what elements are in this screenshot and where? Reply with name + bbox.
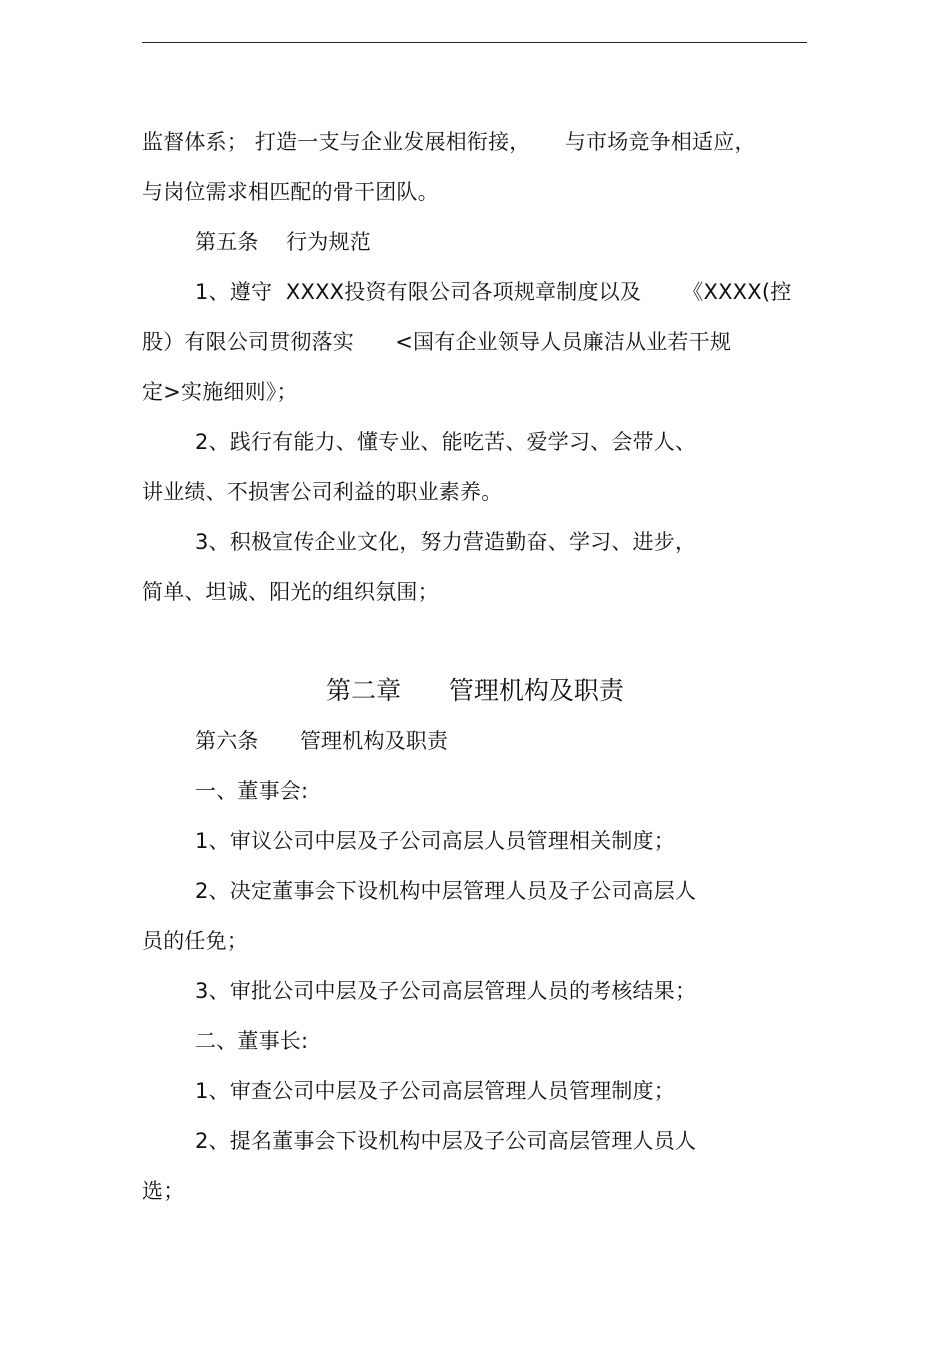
paragraph-line: 员的任免； xyxy=(142,929,248,953)
paragraph-line: 2、决定董事会下设机构中层管理人员及子公司高层人 xyxy=(195,879,697,903)
section-heading: 二、董事长: xyxy=(195,1029,309,1053)
header-rule xyxy=(142,42,807,43)
paragraph-line: 3、积极宣传企业文化，努力营造勤奋、学习、进步， xyxy=(195,530,697,554)
paragraph-line: 股）有限公司贯彻落实 <国有企业领导人员廉洁从业若干规 xyxy=(142,330,732,354)
section-heading: 一、董事会: xyxy=(195,779,309,803)
paragraph-line: 1、审查公司中层及子公司高层管理人员管理制度； xyxy=(195,1079,675,1103)
paragraph-line: 3、审批公司中层及子公司高层管理人员的考核结果； xyxy=(195,979,697,1003)
article-heading: 第五条 行为规范 xyxy=(195,230,371,254)
paragraph-line: 选； xyxy=(142,1179,185,1203)
paragraph-line: 监督体系； 打造一支与企业发展相衔接， 与市场竞争相适应， xyxy=(142,130,756,154)
paragraph-line: 定>实施细则》； xyxy=(142,380,298,404)
paragraph-line: 简单、坦诚、阳光的组织氛围； xyxy=(142,580,439,604)
paragraph-line: 1、遵守 XXXX投资有限公司各项规章制度以及 《XXXX(控 xyxy=(195,280,792,304)
paragraph-line: 1、审议公司中层及子公司高层人员管理相关制度； xyxy=(195,829,675,853)
paragraph-line: 与岗位需求相匹配的骨干团队。 xyxy=(142,180,439,204)
paragraph-line: 2、践行有能力、懂专业、能吃苦、爱学习、会带人、 xyxy=(195,430,697,454)
paragraph-line: 2、提名董事会下设机构中层及子公司高层管理人员人 xyxy=(195,1129,697,1153)
chapter-title: 第二章 管理机构及职责 xyxy=(326,676,624,705)
article-heading: 第六条 管理机构及职责 xyxy=(195,729,449,753)
paragraph-line: 讲业绩、不损害公司利益的职业素养。 xyxy=(142,480,503,504)
